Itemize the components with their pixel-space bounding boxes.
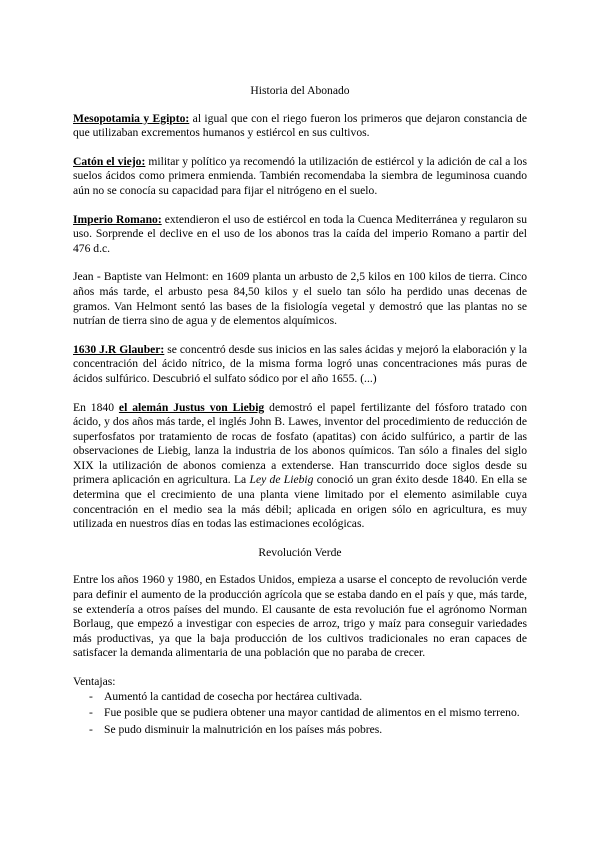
paragraph-imperio-romano (73, 213, 527, 257)
paragraph-glauber-text: se concentró desde sus inicios en las sales ácidas y mejoró la elaboración y la concentración del ácido nítrico, de la misma forma logró unas concentraciones más puras de ácidos sulfúrico. Descubrió el sulfato sódico por el año 1655. (...) (73, 342, 527, 385)
paragraph-van-helmont (73, 270, 527, 328)
advantage-text: Aumentó la cantidad de cosecha por hectárea cultivada. (104, 689, 363, 703)
bullet-dash: - (89, 722, 93, 736)
paragraph-liebig (73, 401, 527, 532)
paragraph-mesopotamia (73, 112, 527, 141)
term-glauber: 1630 J.R Glauber: (73, 342, 165, 356)
paragraph-caton-text: militar y político ya recomendó la utilización de estiércol y la adición de cal a los suelos ácidos como primera enmienda. También recomendaba la siembra de leguminosa cuando aún no se conocía su capacidad para fijar el nitrógeno en el suelo. (73, 154, 527, 197)
list-item (73, 706, 527, 721)
advantages-label: Ventajas: (73, 675, 116, 688)
paragraph-caton (73, 155, 527, 199)
paragraph-van-helmont-text: Jean - Baptiste van Helmont: en 1609 planta un arbusto de 2,5 kilos en 100 kilos de tierra. Cinco años más tarde, el arbusto pesa 84,50 kilos y el suelo tan sólo ha perdido unas decenas de gramos. Van Helmont sentó las bases de la fisiología vegetal y demostró que las plantas no se nutrían de tierra sino de agua y de elementos alquímicos. (73, 270, 527, 328)
bullet-dash: - (89, 689, 93, 703)
paragraph-revolucion-verde: Entre los años 1960 y 1980, en Estados Unidos, empieza a usarse el concepto de revolución verde para definir el aumento de la producción agrícola que se estaba dando en el país y que, más tarde, se extendería a otros países del mundo. El causante de esta revolución fue el agrónomo Norman Borlaug, que empezó a investigar con especies de arroz, trigo y maíz para conseguir variedades más productivas, ya que la baja producción de los cultivos tradicionales no eran capaces de satisfacer la demanda alimentaria de una población que no paraba de crecer. (73, 573, 527, 660)
paragraph-liebig-prefix: En 1840 (73, 400, 119, 414)
paragraph-liebig-text: demostró el papel fertilizante del fósforo tratado con ácido, y dos años más tarde, el inglés John B. Lawes, inventor del procedimiento de reducción de superfosfatos por tratamiento de rocas de fosfato (apatitas) con ácido sulfúrico, a partir de las observaciones de Liebig, lanza la industria de los abonos químicos. Tan sólo a finales del siglo XIX la utilización de abonos comienza a extenderse. Han transcurrido doce siglos desde su primera aplicación en agricultura. La (73, 400, 528, 487)
term-imperio-romano: Imperio Romano: (73, 212, 162, 226)
term-mesopotamia: Mesopotamia y Egipto: (73, 111, 190, 125)
advantage-text: Fue posible que se pudiera obtener una mayor cantidad de alimentos en el mismo terreno. (104, 706, 520, 720)
paragraph-glauber (73, 343, 527, 387)
paragraph-liebig-suffix: conoció un gran éxito desde 1840. En ella se determina que el crecimiento de una planta viene limitado por el elemento asimilable cuya concentración en el medio sea la más débil; aplicada en origen sólo en agricultura, es muy utilizada en nuestros días en todas las estimaciones ecológicas. (73, 473, 527, 531)
advantages-list (73, 690, 527, 738)
list-item (73, 690, 527, 705)
paragraph-mesopotamia-text: al igual que con el riego fueron los primeros que dejaron constancia de que utilizaban excrementos humanos y estiércol en sus cultivos. (73, 111, 527, 140)
bullet-dash: - (89, 706, 93, 720)
document-title: Historia del Abonado (250, 84, 350, 97)
list-item (73, 723, 527, 738)
term-liebig: el alemán Justus von Liebig (118, 400, 265, 414)
term-caton: Catón el viejo: (73, 154, 146, 168)
advantage-text: Se pudo disminuir la malnutrición en los países más pobres. (104, 722, 383, 736)
document-page (73, 84, 527, 739)
ley-de-liebig: Ley de Liebig (249, 473, 314, 487)
section-title-revolucion-verde: Revolución Verde (258, 545, 342, 559)
paragraph-imperio-romano-text: extendieron el uso de estiércol en toda la Cuenca Mediterránea y regularon su uso. Sorprende el declive en el uso de los abonos tras la caída del imperio Romano a partir del 476 d.c. (73, 212, 527, 255)
